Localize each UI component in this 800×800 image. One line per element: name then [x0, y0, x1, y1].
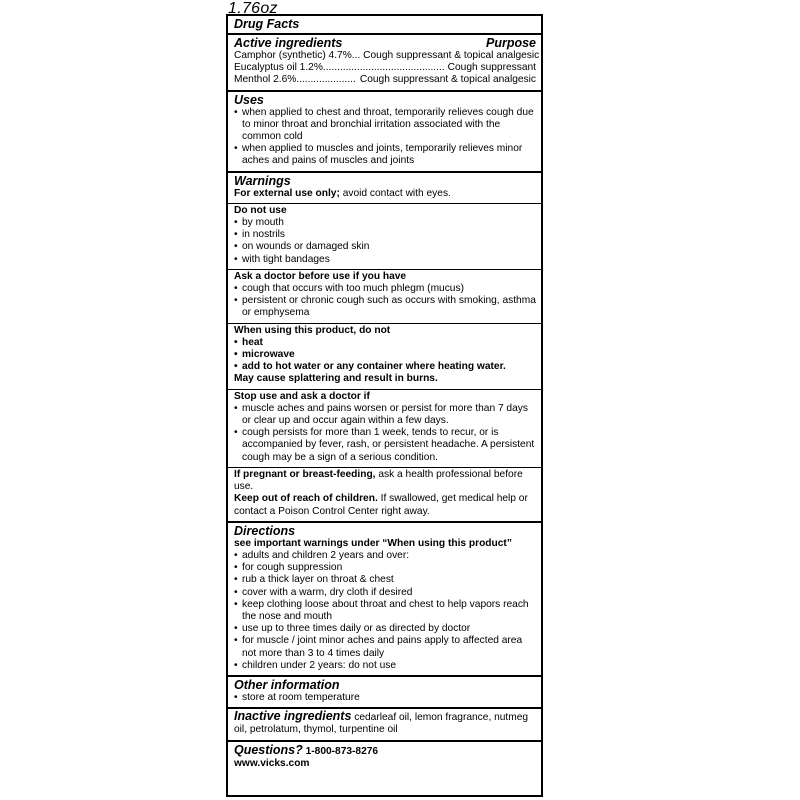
list-item: • when applied to chest and throat, temporarily relieves cough due to minor throat and bronchial irritation associated with the common cold [234, 107, 536, 144]
list-item: • microwave [234, 349, 536, 361]
list-item: • keep clothing loose about throat and chest to help vapors reach the nose and mouth [234, 599, 536, 623]
when-using-heading: When using this product, do not [234, 324, 391, 336]
ingredient-dots: ... [351, 50, 361, 61]
ingredient-row [234, 62, 536, 74]
ingredient-dots: ........................................... [322, 62, 445, 74]
keep-out-line [234, 493, 536, 517]
stop-use-heading: Stop use and ask a doctor if [234, 390, 370, 402]
ingredient-purpose: Cough suppressant & topical analgesic [359, 74, 536, 86]
questions-heading: Questions? [234, 742, 303, 757]
list-item: • add to hot water or any container where heating water. [234, 361, 536, 373]
list-item: • when applied to muscles and joints, temporarily relieves minor aches and pains of muscles and joints [234, 143, 536, 167]
directions-heading: Directions [234, 523, 296, 538]
list-item: • by mouth [234, 217, 536, 229]
ingredient-dots: ..................... [296, 74, 356, 86]
keep-out-bold: Keep out of reach of children. [234, 493, 378, 505]
warnings-heading: Warnings [234, 173, 291, 188]
ingredient-name: Menthol 2.6% [234, 74, 297, 86]
keep-out-rest: If swallowed, get medical help or contact a Poison Control Center right away. [234, 493, 528, 517]
list-item: • rub a thick layer on throat & chest [234, 574, 536, 586]
drug-facts-title-section [228, 16, 541, 33]
phone-number: 1-800-873-8276 [302, 745, 379, 757]
list-item: • store at room temperature [234, 692, 536, 704]
ask-doctor-section [228, 269, 541, 323]
list-item: • in nostrils [234, 229, 536, 241]
list-item: • cover with a warm, dry cloth if desired [234, 587, 536, 599]
when-using-section [228, 323, 541, 389]
other-information-section [228, 675, 541, 707]
pregnancy-rest: ask a health professional before use. [234, 468, 523, 493]
list-item: • use up to three times daily or as directed by doctor [234, 623, 536, 635]
ingredient-purpose: Cough suppressant [447, 62, 536, 74]
questions-line [234, 743, 536, 758]
ingredient-row [234, 50, 540, 62]
pregnancy-line [234, 469, 536, 493]
inactive-ingredients-heading: Inactive ingredients [234, 709, 352, 724]
directions-subheading: see important warnings under “When using this product” [234, 537, 512, 549]
ingredient-name: Camphor (synthetic) 4.7% [234, 50, 352, 61]
do-not-use-heading: Do not use [234, 204, 287, 216]
list-item: • for cough suppression [234, 562, 536, 574]
warnings-section [228, 171, 541, 203]
list-item: • muscle aches and pains worsen or persist for more than 7 days or clear up and occur again within a few days. [234, 403, 536, 427]
purpose-heading: Purpose [485, 36, 536, 50]
list-item: • persistent or chronic cough such as occurs with smoking, asthma or emphysema [234, 295, 536, 319]
list-item: • with tight bandages [234, 254, 536, 266]
inactive-ingredients-text: cedarleaf oil, lemon fragrance, nutmeg oil, petrolatum, thymol, turpentine oil [234, 712, 529, 736]
website: www.vicks.com [234, 757, 310, 769]
list-item: • for muscle / joint minor aches and pains apply to affected area not more than 3 to 4 times daily [234, 635, 536, 659]
ingredient-name: Eucalyptus oil 1.2% [234, 62, 323, 74]
uses-heading: Uses [234, 92, 264, 107]
ask-doctor-heading: Ask a doctor before use if you have [234, 270, 407, 282]
ingredient-row [234, 74, 536, 86]
pregnancy-section [228, 467, 541, 521]
uses-section [228, 90, 541, 171]
directions-section [228, 521, 541, 675]
ingredient-purpose: Cough suppressant & topical analgesic [363, 50, 540, 61]
pregnancy-bold: If pregnant or breast-feeding, [234, 468, 376, 480]
burn-warning: May cause splattering and result in burns. [234, 373, 438, 385]
inactive-ingredients-section [228, 707, 541, 739]
active-ingredients-section [228, 33, 541, 90]
net-weight: 1.76oz [228, 0, 278, 17]
do-not-use-section [228, 203, 541, 269]
stop-use-section [228, 389, 541, 467]
external-use-bold: For external use only; [234, 187, 340, 199]
list-item: • children under 2 years: do not use [234, 660, 536, 672]
list-item: • cough persists for more than 1 week, tends to recur, or is accompanied by fever, rash, or persistent headache. A persistent cough may be a sign of a serious condition. [234, 427, 536, 464]
list-item: • adults and children 2 years and over: [234, 550, 536, 562]
active-ingredients-heading: Active ingredients [234, 36, 343, 50]
questions-section [228, 740, 541, 773]
drug-facts-title: Drug Facts [234, 17, 300, 31]
external-use-line [234, 188, 536, 200]
other-information-heading: Other information [234, 677, 340, 692]
list-item: • cough that occurs with too much phlegm (mucus) [234, 283, 536, 295]
list-item: • on wounds or damaged skin [234, 241, 536, 253]
list-item: • heat [234, 337, 536, 349]
external-use-rest: avoid contact with eyes. [339, 187, 451, 199]
drug-facts-panel [226, 14, 543, 797]
